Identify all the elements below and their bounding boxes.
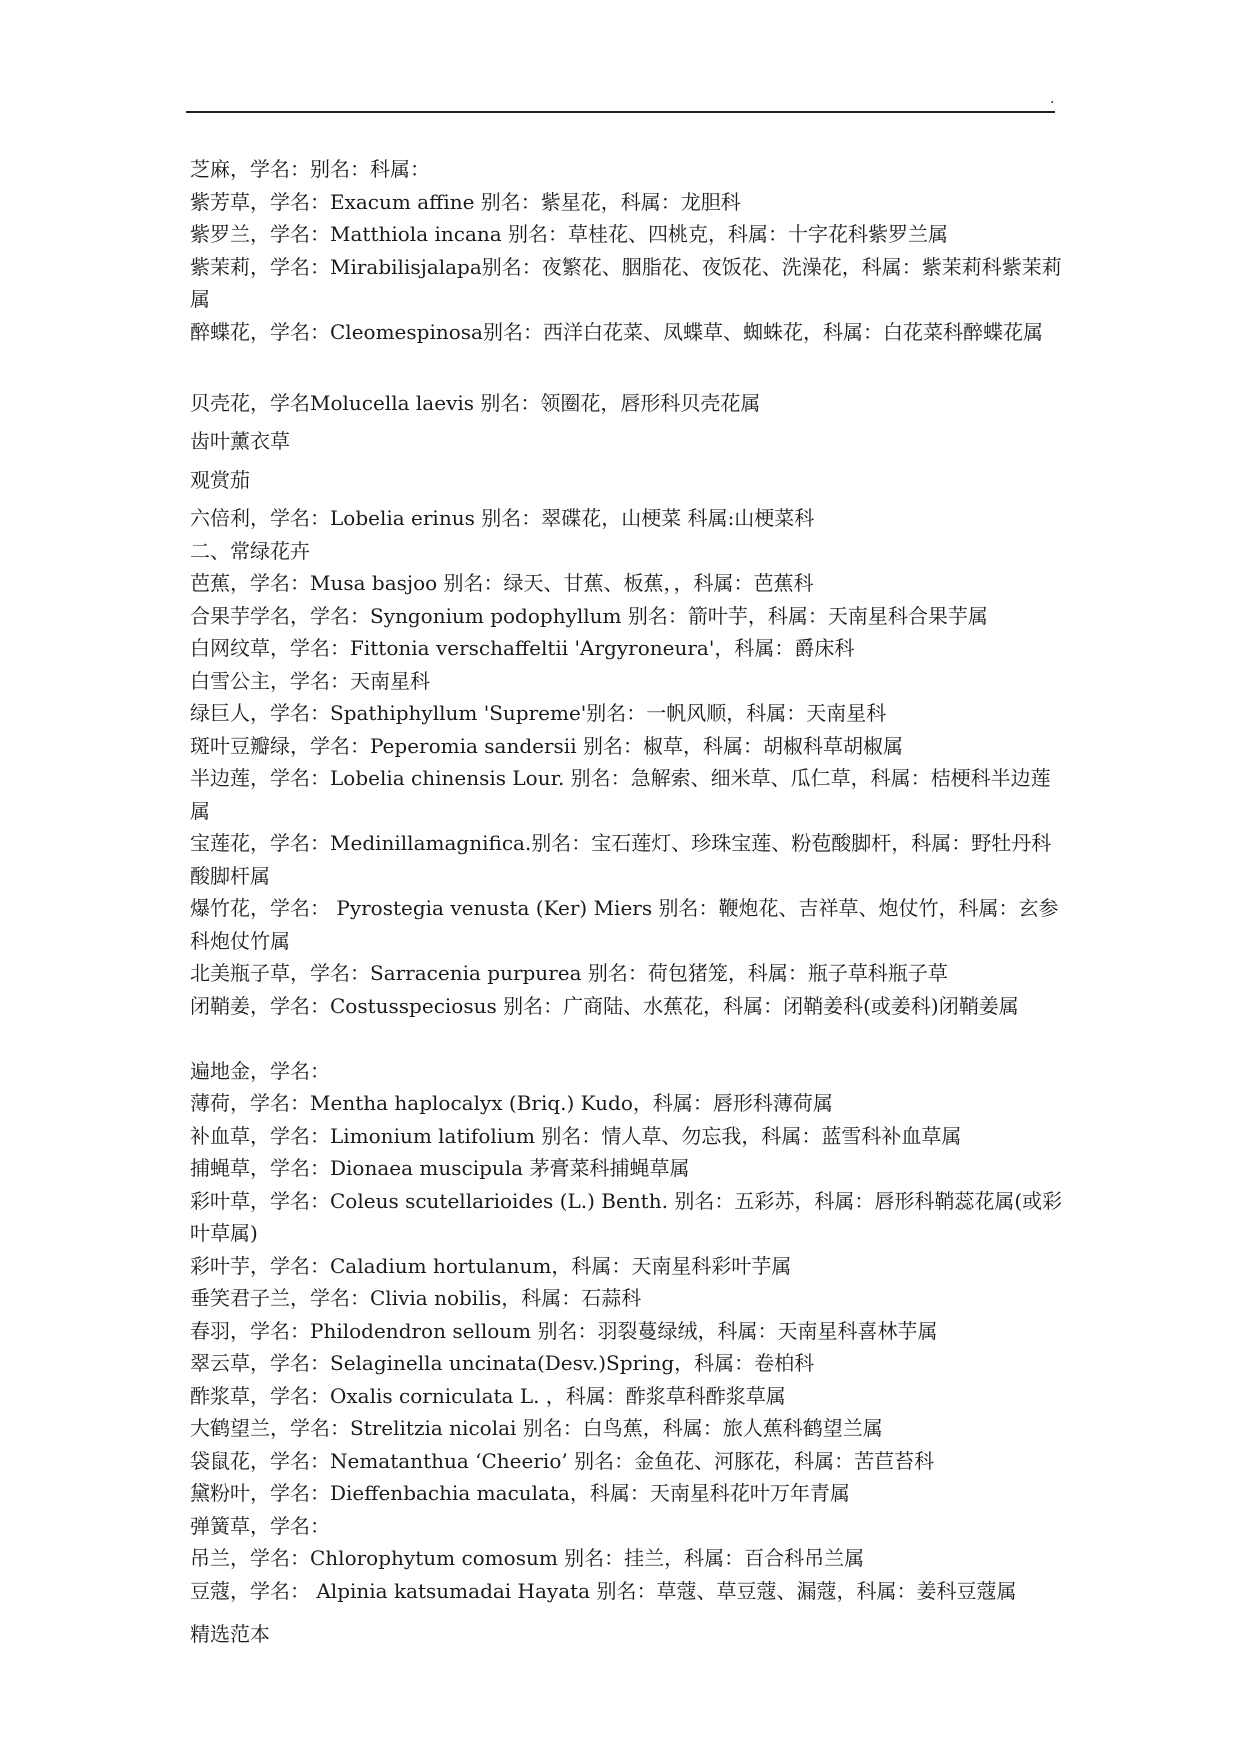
footer-text: 精选范本 xyxy=(190,1622,270,1646)
text-line: 豆蔻，学名： Alpinia katsumadai Hayata 别名：草蔻、草豆蔻、漏蔻，科属：姜科豆蔻属 xyxy=(190,1578,1017,1603)
text-line: 薄荷，学名：Mentha haplocalyx (Briq.) Kudo，科属：唇形科薄荷属 xyxy=(190,1091,833,1115)
text-line: 春羽，学名：Philodendron selloum 别名：羽裂蔓绿绒，科属：天南星科喜林芋属 xyxy=(190,1318,938,1343)
text-line: 贝壳花，学名Molucella laevis 别名：领圈花，唇形科贝壳花属 xyxy=(190,390,761,415)
text-line: 芝麻，学名：别名：科属： xyxy=(190,157,430,181)
text-line: 彩叶草，学名：Coleus scutellarioides (L.) Benth. 别名：五彩苏，科属：唇形科鞘蕊花属(或彩叶草属) xyxy=(190,1188,1063,1245)
text-line: 紫芳草，学名：Exacum affine 别名：紫星花，科属：龙胆科 xyxy=(190,189,741,214)
text-line: 补血草，学名：Limonium latifolium 别名：情人草、勿忘我，科属：蓝雪科补血草属 xyxy=(190,1123,962,1148)
text-line: 黛粉叶，学名：Dieffenbachia maculata，科属：天南星科花叶万年青属 xyxy=(190,1481,850,1505)
text-line: 酢浆草，学名：Oxalis corniculata L. ，科属：酢浆草科酢浆草属 xyxy=(190,1383,786,1408)
text-line: 绿巨人，学名：Spathiphyllum 'Supreme'别名：一帆风顺，科属：天南星科 xyxy=(190,701,887,725)
text-line: 合果芋学名，学名：Syngonium podophyllum 别名：箭叶芋，科属：天南星科合果芋属 xyxy=(190,603,988,628)
text-line: 观赏茄 xyxy=(190,467,250,492)
text-line: 齿叶薰衣草 xyxy=(190,429,290,453)
text-line: 白网纹草，学名：Fittonia verschaffeltii 'Argyroneura'，科属：爵床科 xyxy=(190,636,855,660)
text-line: 紫茉莉，学名：Mirabilisjalapa别名：夜繁花、胭脂花、夜饭花、洗澡花，科属：紫茉莉科紫茉莉属 xyxy=(190,254,1062,311)
text-line: 醉蝶花，学名：Cleomespinosa别名：西洋白花菜、凤蝶草、蜘蛛花，科属：白花菜科醉蝶花属 xyxy=(190,319,1043,344)
header-rule xyxy=(186,111,1055,113)
text-line: 六倍利，学名：Lobelia erinus 别名：翠碟花，山梗菜 科属:山梗菜科 xyxy=(190,506,815,530)
text-line: 彩叶芋，学名：Caladium hortulanum，科属：天南星科彩叶芋属 xyxy=(190,1253,792,1278)
text-line: 斑叶豆瓣绿，学名：Peperomia sandersii 别名：椒草，科属：胡椒科草胡椒属 xyxy=(190,733,903,758)
document-body xyxy=(190,153,1070,1607)
text-line: 翠云草，学名：Selaginella uncinata(Desv.)Spring，科属：卷柏科 xyxy=(190,1351,815,1375)
text-line: 北美瓶子草，学名：Sarracenia purpurea 别名：荷包猪笼，科属：瓶子草科瓶子草 xyxy=(190,961,948,985)
section-heading: 二、常绿花卉 xyxy=(190,538,310,563)
text-line: 爆竹花，学名： Pyrostegia venusta (Ker) Miers 别名：鞭炮花、吉祥草、炮仗竹，科属：玄参科炮仗竹属 xyxy=(190,896,1059,953)
text-line: 弹簧草，学名： xyxy=(190,1513,330,1538)
text-line: 紫罗兰，学名：Matthiola incana 别名：草桂花、四桃克，科属：十字花科紫罗兰属 xyxy=(190,222,949,246)
text-line: 吊兰，学名：Chlorophytum comosum 别名：挂兰，科属：百合科吊兰属 xyxy=(190,1546,865,1570)
text-line: 遍地金，学名： xyxy=(190,1058,330,1083)
text-line: 半边莲，学名：Lobelia chinensis Lour. 别名：急解索、细米草、瓜仁草，科属：桔梗科半边莲属 xyxy=(190,766,1051,823)
header-mark: . xyxy=(1050,91,1055,107)
text-line: 捕蝇草，学名：Dionaea muscipula 茅膏菜科捕蝇草属 xyxy=(190,1156,690,1180)
text-line: 闭鞘姜，学名：Costusspeciosus 别名：广商陆、水蕉花，科属：闭鞘姜科(或姜科)闭鞘姜属 xyxy=(190,993,1019,1018)
text-line: 宝莲花，学名：Medinillamagnifica.别名：宝石莲灯、珍珠宝莲、粉苞酸脚杆，科属：野牡丹科酸脚杆属 xyxy=(190,831,1052,888)
text-line: 袋鼠花，学名：Nematanthua ‘Cheerio’ 别名：金鱼花、河豚花，科属：苦苣苔科 xyxy=(190,1448,935,1473)
text-line: 白雪公主，学名：天南星科 xyxy=(190,668,430,693)
text-line: 大鹤望兰，学名：Strelitzia nicolai 别名：白鸟蕉，科属：旅人蕉科鹤望兰属 xyxy=(190,1416,883,1440)
text-line: 芭蕉，学名：Musa basjoo 别名：绿天、甘蕉、板蕉，，科属：芭蕉科 xyxy=(190,571,814,595)
text-line: 垂笑君子兰，学名：Clivia nobilis，科属：石蒜科 xyxy=(190,1286,642,1310)
